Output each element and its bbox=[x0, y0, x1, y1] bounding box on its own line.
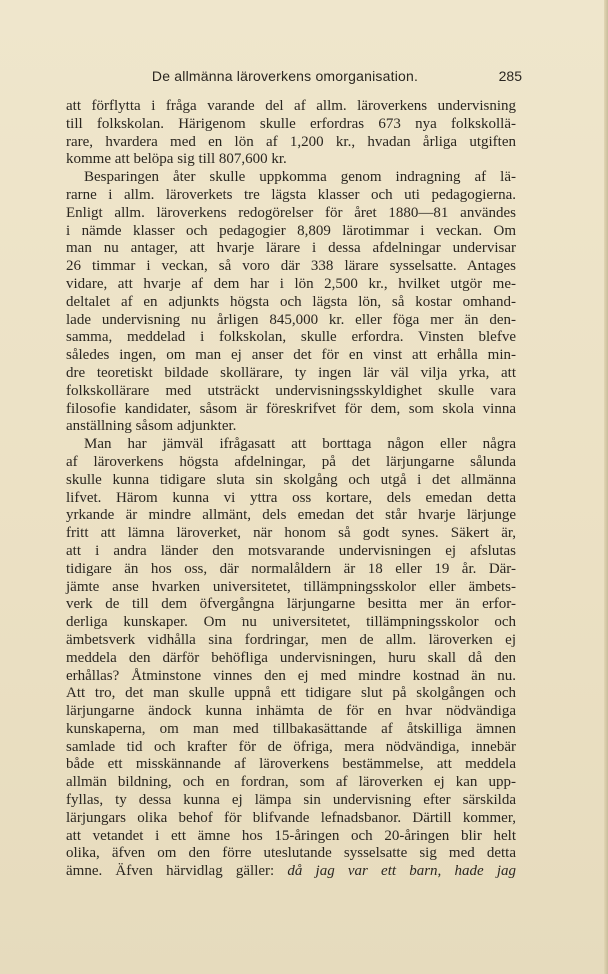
text-line: till folkskolan. Härigenom skulle erfordras 673 nya folkskollä- bbox=[66, 115, 516, 132]
text-line: skulle kunna tidigare sluta sin skolgång och utgå i det allmänna bbox=[66, 471, 516, 488]
text-line: således ingen, om man ej anser det för en vinst att erhålla min- bbox=[66, 347, 516, 364]
text-line: folkskollärare med utsträckt undervisningsskyldighet skulle vara bbox=[66, 382, 516, 399]
text-line: dre teoretiskt bildade skollärare, ty ingen lär väl vilja yrka, att bbox=[66, 364, 516, 381]
text-line: Besparingen åter skulle uppkomma genom indragning af lä- bbox=[84, 169, 516, 186]
text-line: lärjungars olika behof för blifvande lefnadsbanor. Därtill kommer, bbox=[66, 809, 516, 826]
text-line: filosofie kandidater, såsom är föreskrifvet för dem, som skola vinna bbox=[66, 400, 516, 417]
text-line: Man har jämväl ifrågasatt att borttaga någon eller några bbox=[84, 436, 516, 453]
text-line: olika, äfven om den förre uteslutande sysselsatte sig med detta bbox=[66, 845, 516, 862]
text-line: ämbetsverk vidhålla sina fordringar, men de allm. läroverken ej bbox=[66, 631, 516, 648]
text-line: rare, hvardera med en lön af 1,200 kr., hvadan årliga utgiften bbox=[66, 133, 516, 150]
text-line: verk de till dem öfvergångna lärjungarne besitta mer än erfor- bbox=[66, 596, 516, 613]
text-line: att vetandet i ett ämne hos 15-åringen och 20-åringen blir helt bbox=[66, 827, 516, 844]
text-line: kunskaperna, om man med tillbakasättande af åtskilliga ämnen bbox=[66, 720, 516, 737]
text-line: meddela den därför behöfliga undervisningen, huru skall då den bbox=[66, 649, 516, 666]
page-number: 285 bbox=[498, 68, 522, 84]
text-line: rarne i allm. läroverkets tre lägsta klasser och uti pedagogierna. bbox=[66, 186, 516, 203]
text-line: man nu antager, att hvarje lärare i dessa afdelningar undervisar bbox=[66, 240, 516, 257]
text-line: lärjungarne ändock kunna inhämta de för en hvar nödvändiga bbox=[66, 703, 516, 720]
text-line: vidare, att hvarje af dem har i lön 2,500 kr., hvilket utgör me- bbox=[66, 275, 516, 292]
text-line: fritt att lämna läroverket, när honom så godt synes. Säkert är, bbox=[66, 525, 516, 542]
page-edge bbox=[604, 0, 608, 974]
final-line-text: ämne. Äfven härvidlag gäller: bbox=[66, 863, 288, 880]
text-line: lade undervisning nu årligen 845,000 kr. eller föga mer än den- bbox=[66, 311, 516, 328]
text-line: erhållas? Åtminstone vinnes den ej med mindre kostnad än nu. bbox=[66, 667, 516, 684]
text-line: att i andra länder den motsvarande undervisningen ej afslutas bbox=[66, 542, 516, 559]
text-line: allmän bildning, och en fordran, som af läroverken ej kan upp- bbox=[66, 774, 516, 791]
text-line: komme att belöpa sig till 807,600 kr. bbox=[66, 151, 287, 168]
text-line: deltalet af en adjunkts högsta och lägsta lön, så kostar omhand- bbox=[66, 293, 516, 310]
page-header bbox=[66, 68, 522, 88]
text-line: 26 timmar i veckan, så voro där 338 lärare sysselsatte. Antages bbox=[66, 258, 516, 275]
final-line-italic: då jag var ett barn, hade jag bbox=[287, 863, 516, 880]
text-line: i nämde klasser och pedagogier 8,809 lärotimmar i veckan. Om bbox=[66, 222, 516, 239]
text-line: jämte anse hvarken universitetet, tillämpningsskolor eller ämbets- bbox=[66, 578, 516, 595]
text-line: samma, meddelad i folkskolan, skulle erfordra. Vinsten blefve bbox=[66, 329, 516, 346]
text-line: yrkande är mindre allmänt, dels emedan det står hvarje lärjunge bbox=[66, 507, 516, 524]
text-line: derliga kunskaper. Om nu universitetet, tillämpningsskolor och bbox=[66, 614, 516, 631]
text-line: samlade tid och krafter för de öfriga, mera nödvändiga, innebär bbox=[66, 738, 516, 755]
text-line: Enligt allm. läroverkens redogörelser för året 1880—81 användes bbox=[66, 204, 516, 221]
text-line: lifvet. Härom kunna vi yttra oss kortare, dels emedan detta bbox=[66, 489, 516, 506]
text-line: både ett misskännande af läroverkens bestämmelse, att meddela bbox=[66, 756, 516, 773]
body-text bbox=[66, 98, 516, 881]
text-line: tidigare än hos oss, där normalåldern är 18 eller 19 år. Där- bbox=[66, 560, 516, 577]
text-line: fyllas, ty dessa kunna ej lämpa sin undervisning efter särskilda bbox=[66, 792, 516, 809]
text-line-final bbox=[66, 863, 516, 881]
text-line: att förflytta i fråga varande del af allm. läroverkens undervisning bbox=[66, 98, 516, 114]
text-line: Att tro, det man skulle uppnå ett tidigare slut på skolgången och bbox=[66, 685, 516, 702]
text-line: af läroverkens högsta afdelningar, på det lärjungarne sålunda bbox=[66, 453, 516, 470]
running-title: De allmänna läroverkens omorganisation. bbox=[151, 68, 419, 84]
text-line: anställning såsom adjunkter. bbox=[66, 418, 237, 435]
